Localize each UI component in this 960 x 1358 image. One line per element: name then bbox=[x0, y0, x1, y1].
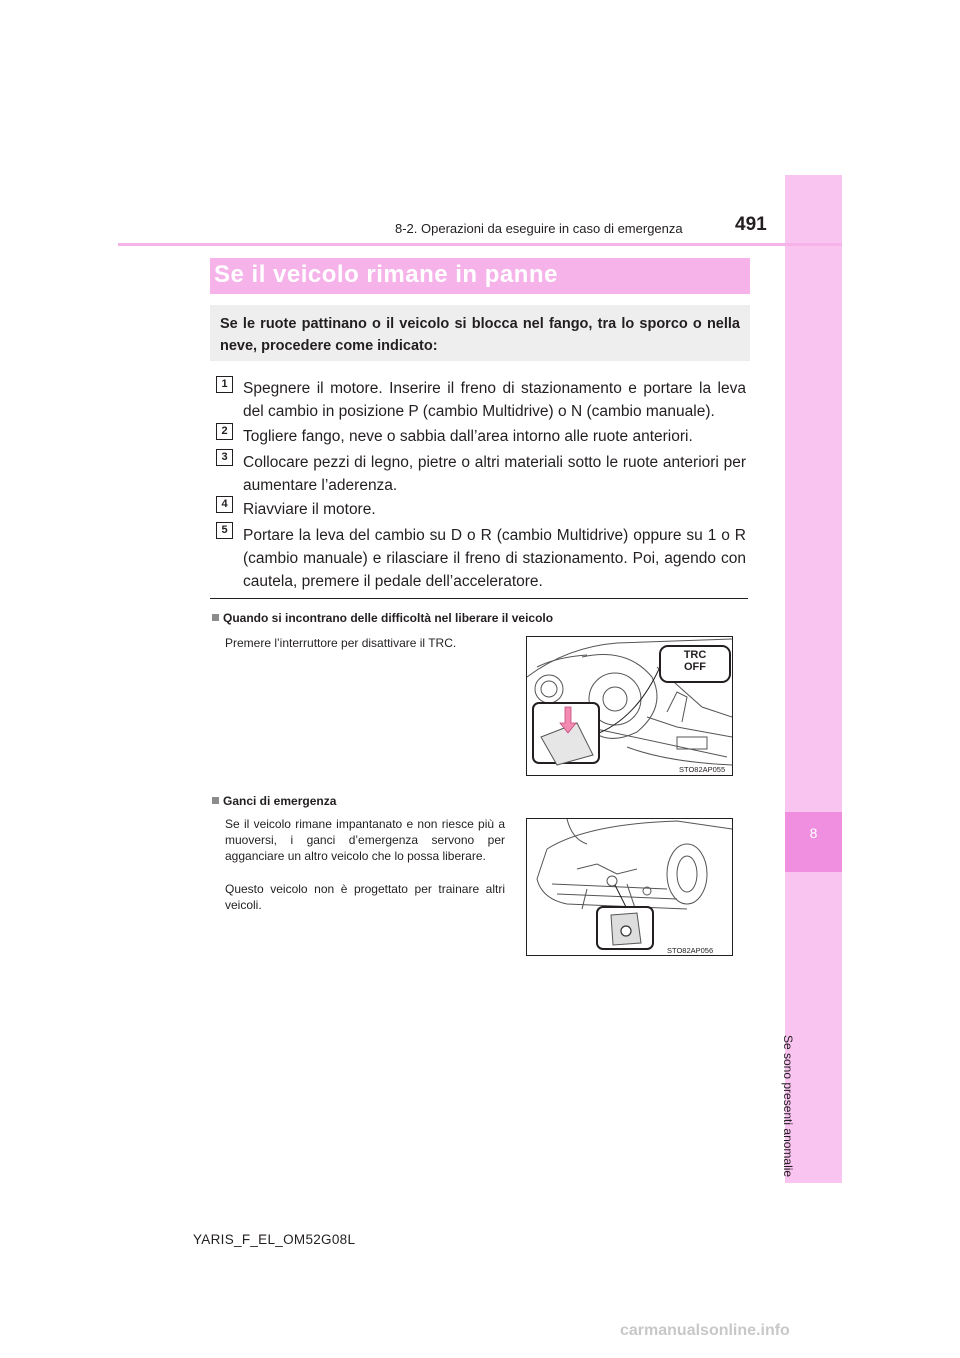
chapter-number: 8 bbox=[809, 825, 818, 841]
step-text-4: Riavviare il motore. bbox=[243, 501, 376, 518]
chapter-label-vertical bbox=[781, 1035, 815, 1178]
trc-off-label-line2: OFF bbox=[684, 661, 706, 673]
note-body-hooks-1: Se il veicolo rimane impantanato e non riesce più a muoversi, i ganci d’emergenza servono per agganciare un altro veicolo che lo possa liberare. bbox=[225, 817, 505, 863]
note-heading-trc: Quando si incontrano delle difficoltà nel liberare il veicolo bbox=[223, 611, 554, 625]
chapter-number-box bbox=[785, 812, 842, 872]
underbody-illustration bbox=[527, 819, 732, 955]
figure-trc-off-switch bbox=[526, 636, 733, 776]
chapter-side-tab bbox=[785, 175, 842, 1183]
step-text-2: Togliere fango, neve o sabbia dall’area intorno alle ruote anteriori. bbox=[243, 428, 693, 445]
watermark: carmanualsonline.info bbox=[620, 1322, 790, 1339]
figure-code: STO82AP055 bbox=[679, 765, 726, 774]
intro-text: Se le ruote pattinano o il veicolo si blocca nel fango, tra lo sporco o nella neve, procedere come indicato: bbox=[220, 316, 740, 354]
figure-emergency-hooks bbox=[526, 818, 733, 956]
step-number-2: 2 bbox=[216, 423, 233, 440]
note-heading-hooks: Ganci di emergenza bbox=[223, 794, 337, 808]
step-text-1: Spegnere il motore. Inserire il freno di stazionamento e portare la leva del cambio in posizione P (cambio Multidrive) o N (cambio manuale). bbox=[243, 380, 746, 420]
section-divider bbox=[210, 598, 748, 599]
chapter-label: Se sono presenti anomalie bbox=[781, 1035, 795, 1178]
page-number: 491 bbox=[735, 214, 767, 235]
step-text-3: Collocare pezzi di legno, pietre o altri materiali sotto le ruote anteriori per aumentare l’aderenza. bbox=[243, 454, 746, 494]
page-title: Se il veicolo rimane in panne bbox=[214, 261, 558, 288]
step-number-1: 1 bbox=[216, 376, 233, 393]
step-text-5: Portare la leva del cambio su D o R (cambio Multidrive) oppure su 1 o R (cambio manuale) e rilasciare il freno di stazionamento. Poi, agendo con cautela, premere il pedale dell’acceleratore. bbox=[243, 527, 746, 590]
figure-code: STO82AP056 bbox=[667, 946, 714, 955]
note-body-trc: Premere l’interruttore per disattivare il TRC. bbox=[225, 636, 457, 650]
section-title: 8-2. Operazioni da eseguire in caso di emergenza bbox=[395, 221, 683, 236]
note-body-hooks-2: Questo veicolo non è progettato per trainare altri veicoli. bbox=[225, 882, 505, 912]
bullet-square-icon bbox=[212, 614, 219, 621]
step-number-5: 5 bbox=[216, 522, 233, 539]
header-rule bbox=[118, 243, 842, 246]
step-number-3: 3 bbox=[216, 449, 233, 466]
bullet-square-icon bbox=[212, 797, 219, 804]
footer-document-code: YARIS_F_EL_OM52G08L bbox=[193, 1232, 356, 1247]
step-number-4: 4 bbox=[216, 496, 233, 513]
trc-off-label-line1: TRC bbox=[683, 649, 707, 661]
